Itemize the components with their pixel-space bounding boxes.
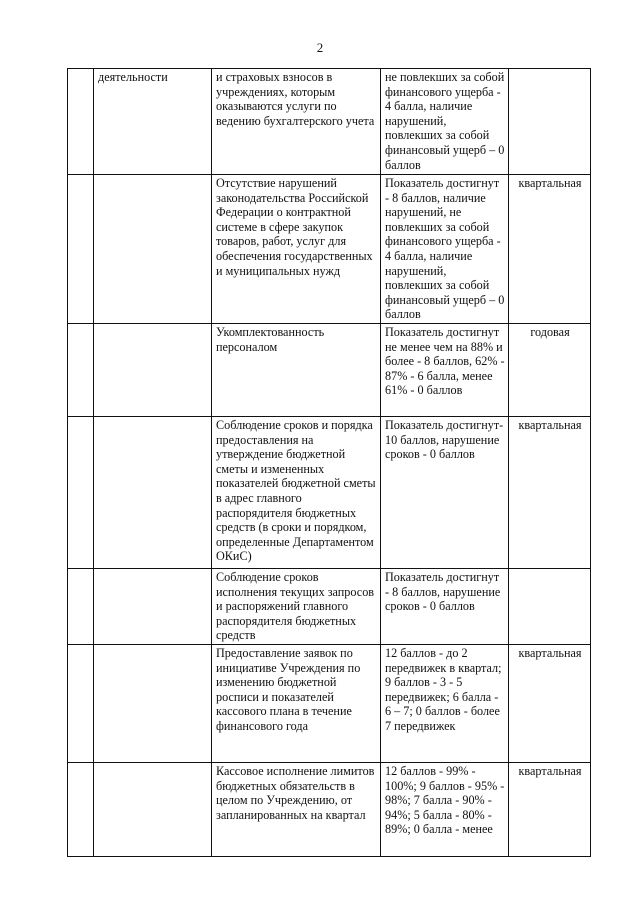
score-cell: 12 баллов - 99% - 100%; 9 баллов - 95% - 98%; 7 балла - 90% - 94%; 5 балла - 80% - 89%; 0 балла - менее — [381, 762, 509, 856]
period-cell — [509, 568, 591, 644]
criterion-cell: Соблюдение сроков исполнения текущих запросов и распоряжений главного распорядителя бюджетных средств — [212, 568, 381, 644]
period-cell: годовая — [509, 323, 591, 416]
table-cell-blank — [94, 323, 212, 416]
table-cell-blank — [94, 568, 212, 644]
criterion-cell: Кассовое исполнение лимитов бюджетных обязательств в целом по Учреждению, от запланированных на квартал — [212, 762, 381, 856]
table-cell-blank — [94, 762, 212, 856]
period-cell: квартальная — [509, 644, 591, 762]
criterion-cell: Укомплектованность персоналом — [212, 323, 381, 416]
score-cell: Показатель достигнут - 8 баллов, наличие нарушений, не повлекших за собой финансового ущерба - 4 балла, наличие нарушений, повлекших за собой финансовый ущерб – 0 баллов — [381, 175, 509, 324]
page-number: 2 — [316, 40, 324, 55]
score-cell: не повлекших за собой финансового ущерба - 4 балла, наличие нарушений, повлекших за собой финансовый ущерб – 0 баллов — [381, 69, 509, 175]
table-cell-blank — [94, 644, 212, 762]
table-row — [68, 323, 591, 416]
criteria-table — [67, 68, 591, 857]
table-cell-blank — [68, 323, 94, 416]
score-cell: 12 баллов - до 2 передвижек в квартал; 9 баллов - 3 - 5 передвижек; 6 балла - 6 – 7; 0 баллов - более 7 передвижек — [381, 644, 509, 762]
criterion-cell: Отсутствие нарушений законодательства Российской Федерации о контрактной системе в сфере закупок товаров, работ, услуг для обеспечения государственных и муниципальных нужд — [212, 175, 381, 324]
score-cell: Показатель достигнут не менее чем на 88% и более - 8 баллов, 62% - 87% - 6 балла, менее 61% - 0 баллов — [381, 323, 509, 416]
period-cell: квартальная — [509, 762, 591, 856]
table-cell-blank — [68, 762, 94, 856]
activity-cell: деятельности — [94, 69, 212, 175]
table-row — [68, 69, 591, 175]
table-cell-blank — [68, 69, 94, 175]
table-cell-blank — [68, 644, 94, 762]
criterion-cell: Соблюдение сроков и порядка предоставления на утверждение бюджетной сметы и измененных показателей бюджетной сметы в адрес главного распорядителя бюджетных средств (в сроки и порядком, определенные Департаментом ОКиС) — [212, 416, 381, 568]
period-cell: квартальная — [509, 175, 591, 324]
criterion-cell: Предоставление заявок по инициативе Учреждения по изменению бюджетной росписи и показателей кассового плана в течение финансового года — [212, 644, 381, 762]
table-row — [68, 644, 591, 762]
table-cell-blank — [68, 568, 94, 644]
period-cell — [509, 69, 591, 175]
table-cell-blank — [68, 175, 94, 324]
table-cell-blank — [94, 416, 212, 568]
table-cell-blank — [68, 416, 94, 568]
table-row — [68, 416, 591, 568]
period-cell: квартальная — [509, 416, 591, 568]
score-cell: Показатель достигнут - 8 баллов, нарушение сроков - 0 баллов — [381, 568, 509, 644]
table-row — [68, 175, 591, 324]
table-cell-blank — [94, 175, 212, 324]
score-cell: Показатель достигнут- 10 баллов, нарушение сроков - 0 баллов — [381, 416, 509, 568]
table-row — [68, 762, 591, 856]
criterion-cell: и страховых взносов в учреждениях, которым оказываются услуги по ведению бухгалтерского учета — [212, 69, 381, 175]
table-row — [68, 568, 591, 644]
